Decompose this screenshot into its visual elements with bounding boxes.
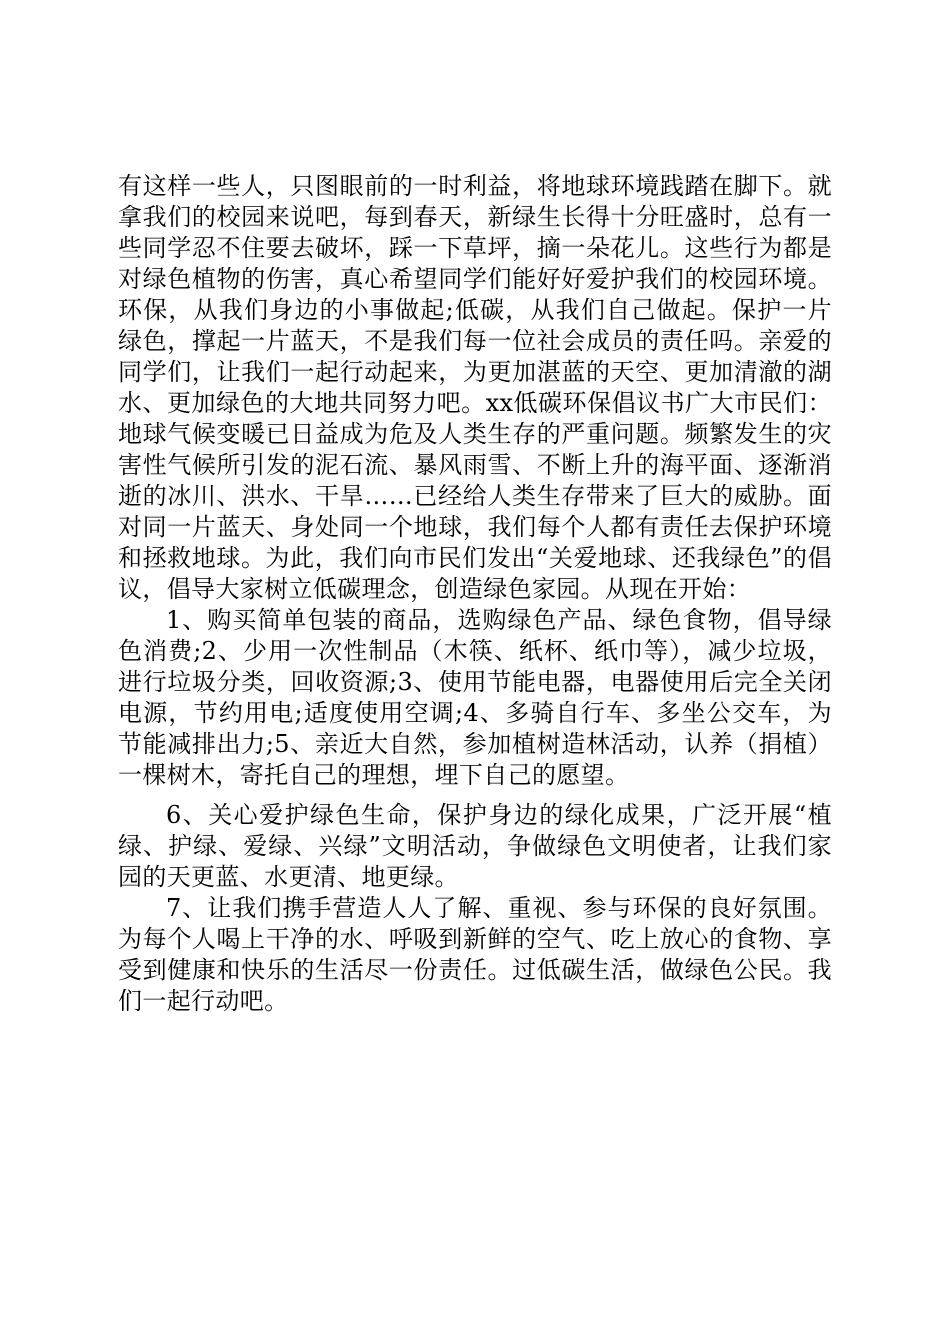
paragraph-intro: 有这样一些人，只图眼前的一时利益，将地球环境践踏在脚下。就拿我们的校园来说吧，每到春天，新绿生长得十分旺盛时，总有一些同学忍不住要去破坏，踩一下草坪，摘一朵花儿。这些行为都是对绿色植物的伤害，真心希望同学们能好好爱护我们的校园环境。环保，从我们身边的小事做起;低碳，从我们自己做起。保护一片绿色，撑起一片蓝天，不是我们每一位社会成员的责任吗。亲爱的同学们，让我们一起行动起来，为更加湛蓝的天空、更加清澈的湖水、更加绿色的大地共同努力吧。xx低碳环保倡议书广大市民们：地球气候变暖已日益成为危及人类生存的严重问题。频繁发生的灾害性气候所引发的泥石流、暴风雨雪、不断上升的海平面、逐渐消逝的冰川、洪水、干旱……已经给人类生存带来了巨大的威胁。面对同一片蓝天、身处同一个地球，我们每个人都有责任去保护环境和拯救地球。为此，我们向市民们发出“关爱地球、还我绿色”的倡议，倡导大家树立低碳理念，创造绿色家园。从现在开始： <box>118 172 832 603</box>
document-body <box>118 171 832 1017</box>
paragraph-item-7: 7、让我们携手营造人人了解、重视、参与环保的良好氛围。为每个人喝上干净的水、呼吸到新鲜的空气、吃上放心的食物、享受到健康和快乐的生活尽一份责任。过低碳生活，做绿色公民。我们一起行动吧。 <box>118 894 832 1015</box>
paragraph-item-6: 6、关心爱护绿色生命，保护身边的绿化成果，广泛开展“植绿、护绿、爱绿、兴绿”文明活动，争做绿色文明使者，让我们家园的天更蓝、水更清、地更绿。 <box>118 801 832 891</box>
paragraph-items-1-5: 1、购买简单包装的商品，选购绿色产品、绿色食物，倡导绿色消费;2、少用一次性制品（木筷、纸杯、纸巾等），减少垃圾，进行垃圾分类，回收资源;3、使用节能电器，电器使用后完全关闭电源，节约用电;适度使用空调;4、多骑自行车、多坐公交车，为节能减排出力;5、亲近大自然，参加植树造林活动，认养（捐植）一棵树木，寄托自己的理想，埋下自己的愿望。 <box>118 606 832 789</box>
